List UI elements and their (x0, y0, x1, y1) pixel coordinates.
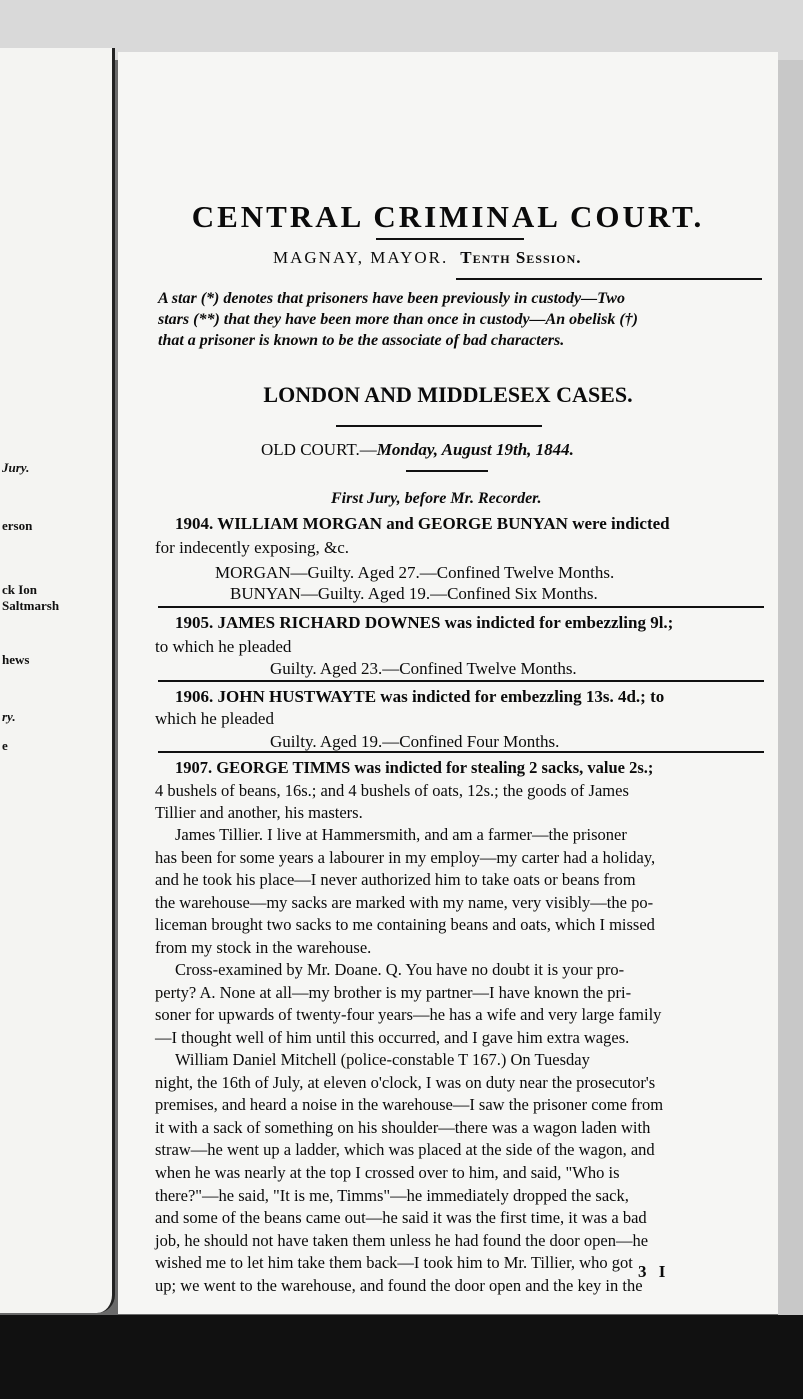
notice-paragraph (158, 288, 768, 351)
notice-line: that a prisoner is known to be the associate of bad characters. (158, 332, 565, 349)
case-1904-line2: for indecently exposing, &c. (155, 538, 350, 557)
page-title: CENTRAL CRIMINAL COURT. (191, 199, 705, 234)
text-line: there?"—he said, "It is me, Timms"—he immediately dropped the sack, (155, 1185, 629, 1205)
left-fragment: Saltmarsh (2, 598, 60, 613)
case-rule (158, 751, 764, 753)
case-rule (158, 606, 764, 608)
mayor-label: MAGNAY, MAYOR. (273, 248, 449, 267)
court-name: OLD COURT.— (261, 440, 377, 459)
text-line: has been for some years a labourer in my employ—my carter had a holiday, (155, 847, 656, 867)
text-line: and he took his place—I never authorized him to take oats or beans from (155, 870, 636, 890)
left-facing-page (0, 48, 115, 1313)
left-fragment: ck Ion (2, 582, 38, 597)
section-heading: LONDON AND MIDDLESEX CASES. (263, 382, 633, 407)
text-line: perty? A. None at all—my brother is my partner—I have known the pri- (155, 982, 632, 1002)
folio-mark: 3 I (638, 1262, 670, 1281)
case-1904-verdict: BUNYAN—Guilty. Aged 19.—Confined Six Months. (230, 584, 598, 603)
scan-top-margin (0, 0, 803, 60)
section-rule (336, 425, 542, 427)
court-rule (406, 470, 488, 472)
text-line: the warehouse—my sacks are marked with my name, very visibly—the po- (155, 892, 654, 912)
session-label: Tenth Session. (460, 248, 582, 267)
left-fragment: ry. (2, 709, 16, 724)
text-line: —I thought well of him until this occurred, and I gave him extra wages. (155, 1027, 630, 1047)
text-line: Cross-examined by Mr. Doane. Q. You have no doubt it is your pro- (175, 960, 625, 979)
text-line: up; we went to the warehouse, and found the door open and the key in the (155, 1275, 643, 1295)
notice-line: A star (*) denotes that prisoners have been previously in custody—Two (158, 290, 625, 307)
testimony-mitchell (155, 1049, 755, 1298)
text-line: wished me to let him take them back—I took him to Mr. Tillier, who got (155, 1253, 633, 1273)
court-heading (261, 440, 574, 460)
scan-bottom-margin (0, 1315, 803, 1399)
notice-line: stars (**) that they have been more than once in custody—An obelisk (†) (158, 311, 638, 328)
case-1905-line2: to which he pleaded (155, 637, 292, 656)
case-1904-verdict: MORGAN—Guilty. Aged 27.—Confined Twelve Months. (215, 563, 615, 582)
document-page (118, 52, 778, 1314)
text-line: 1907. GEORGE TIMMS was indicted for stealing 2 sacks, value 2s.; (175, 758, 654, 777)
session-rule (456, 278, 762, 280)
text-line: when he was nearly at the top I crossed over to him, and said, "Who is (155, 1162, 620, 1182)
text-line: soner for upwards of twenty-four years—he has a wife and very large family (155, 1005, 662, 1025)
cross-examination (155, 959, 755, 1049)
case-1906-verdict: Guilty. Aged 19.—Confined Four Months. (270, 732, 560, 751)
text-line: Tillier and another, his masters. (155, 803, 363, 823)
scan-right-edge (778, 60, 803, 1315)
session-heading (273, 248, 582, 268)
text-line: premises, and heard a noise in the warehouse—I saw the prisoner come from (155, 1095, 664, 1115)
text-line: night, the 16th of July, at eleven o'clock, I was on duty near the prosecutor's (155, 1072, 656, 1092)
case-1904-line1: 1904. WILLIAM MORGAN and GEORGE BUNYAN were indicted (175, 514, 670, 533)
text-line: it with a sack of something on his shoulder—there was a wagon laden with (155, 1117, 651, 1137)
left-fragment: hews (2, 652, 30, 667)
left-fragment: erson (2, 518, 33, 533)
jury-heading: First Jury, before Mr. Recorder. (331, 490, 542, 507)
left-fragment: e (2, 738, 8, 753)
case-1905-line1: 1905. JAMES RICHARD DOWNES was indicted for embezzling 9l.; (175, 613, 674, 632)
case-1906-line1: 1906. JOHN HUSTWAYTE was indicted for embezzling 13s. 4d.; to (175, 687, 665, 706)
text-line: job, he should not have taken them unless he had found the door open—he (155, 1230, 649, 1250)
text-line: William Daniel Mitchell (police-constable T 167.) On Tuesday (175, 1050, 590, 1069)
text-line: straw—he went up a ladder, which was placed at the side of the wagon, and (155, 1140, 655, 1160)
title-rule (376, 238, 524, 240)
text-line: James Tillier. I live at Hammersmith, and am a farmer—the prisoner (175, 825, 627, 844)
case-rule (158, 680, 764, 682)
text-line: from my stock in the warehouse. (155, 937, 372, 957)
testimony-tillier (155, 824, 755, 960)
case-1907-heading (155, 757, 755, 825)
case-1906-line2: which he pleaded (155, 709, 274, 728)
text-line: 4 bushels of beans, 16s.; and 4 bushels of oats, 12s.; the goods of James (155, 780, 629, 800)
court-date: Monday, August 19th, 1844. (376, 440, 574, 459)
left-fragment: Jury. (2, 460, 30, 475)
text-line: liceman brought two sacks to me containing beans and oats, which I missed (155, 915, 655, 935)
case-1905-verdict: Guilty. Aged 23.—Confined Twelve Months. (270, 659, 577, 678)
text-line: and some of the beans came out—he said it was the first time, it was a bad (155, 1208, 647, 1228)
